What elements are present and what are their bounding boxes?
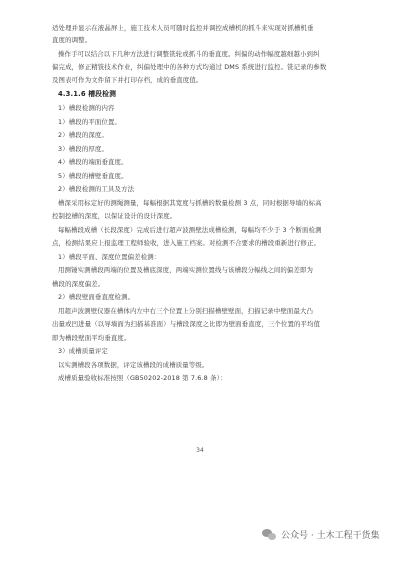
paragraph-line: 以实测槽段各项数据，评定该槽段的成槽质量等级。 xyxy=(58,361,209,369)
paragraph-line: 即为槽段壁面平均垂直度。 xyxy=(52,334,131,342)
list-item: 3）槽段的厚度。 xyxy=(58,145,108,153)
paragraph-line: 直度的调整。 xyxy=(52,36,92,44)
watermark-text: 公众号 · 土木工程干货集 xyxy=(281,531,380,541)
paragraph-line: 出量或凹进量（以导墙面为扫描基准面）与槽段深度之比即为壁面垂直度，三个位置的平均值 xyxy=(52,320,321,328)
list-item: 4）槽段的端面垂直度。 xyxy=(58,158,128,166)
wechat-icon xyxy=(262,528,277,541)
paragraph-line: 用测锤实测槽段两端的位置及槽底深度，两端实测位置线与该槽段分幅线之间的偏差即为 xyxy=(58,266,314,274)
section-heading: 4.3.1.6 槽段检测 xyxy=(58,90,117,98)
list-item: 1）槽段的平面位置。 xyxy=(58,118,122,126)
paragraph-line: 偏完成，修正精铣技术作业，纠偏处理中的各种方式均通过 DMS 系统进行监控。铣记录的参数 xyxy=(52,63,327,71)
list-item: 2）槽段的深度。 xyxy=(58,131,108,139)
paragraph-line: 每幅槽段成槽（长段深度）完成后进行超声波测壁法成槽检测，每幅均不少于 3 个断面检测 xyxy=(58,226,322,234)
paragraph-line: 槽深采用标定好的测绳测量，每幅根据其宽度与抓槽的数量检测 3 点，同时根据导墙的标高 xyxy=(58,199,322,207)
paragraph-line: 成槽质量验收标准按照（GB50202-2018 第 7.6.8 条）： xyxy=(58,374,227,382)
watermark xyxy=(262,528,380,541)
paragraph-line: 操作手可以结合以下几种方法进行调整铣轮或抓斗的垂直度。纠偏的动作幅度越细越小到纠 xyxy=(58,50,320,58)
list-heading: 1）槽段检测的内容 xyxy=(58,104,115,112)
paragraph-line: 用超声波测壁仪器在槽体内左中右三个位置上分别扫描槽壁壁面，扫描记录中壁面最大凸 xyxy=(58,307,314,315)
paragraph-line: 适处理并显示在液晶屏上，施工技术人员可随时监控并调控成槽机的抓斗来实现对抓槽机垂 xyxy=(52,24,314,32)
paragraph-line: 及图表可作为文件留下并打印存档，成的垂直度值。 xyxy=(52,76,203,84)
paragraph-line: 点，检测结果应上报监理工程师验收，进入施工档案。对检测不合要求的槽段重新进行修正。 xyxy=(52,239,321,247)
paragraph-line: 控制挖槽的深度，以保证设计的设计深度。 xyxy=(52,212,177,220)
list-heading: 3）成槽质量评定 xyxy=(58,347,108,355)
list-heading: 2）槽段壁面垂直度检测。 xyxy=(58,293,135,301)
list-heading: 2）槽段检测的工具及方法 xyxy=(58,185,135,193)
list-heading: 1）槽段平面、深度位置偏差检测： xyxy=(58,253,161,261)
list-item: 5）槽段的槽壁垂直度。 xyxy=(58,172,128,180)
page-number: 34 xyxy=(196,447,204,454)
paragraph-line: 槽段的深度偏差。 xyxy=(52,280,105,288)
